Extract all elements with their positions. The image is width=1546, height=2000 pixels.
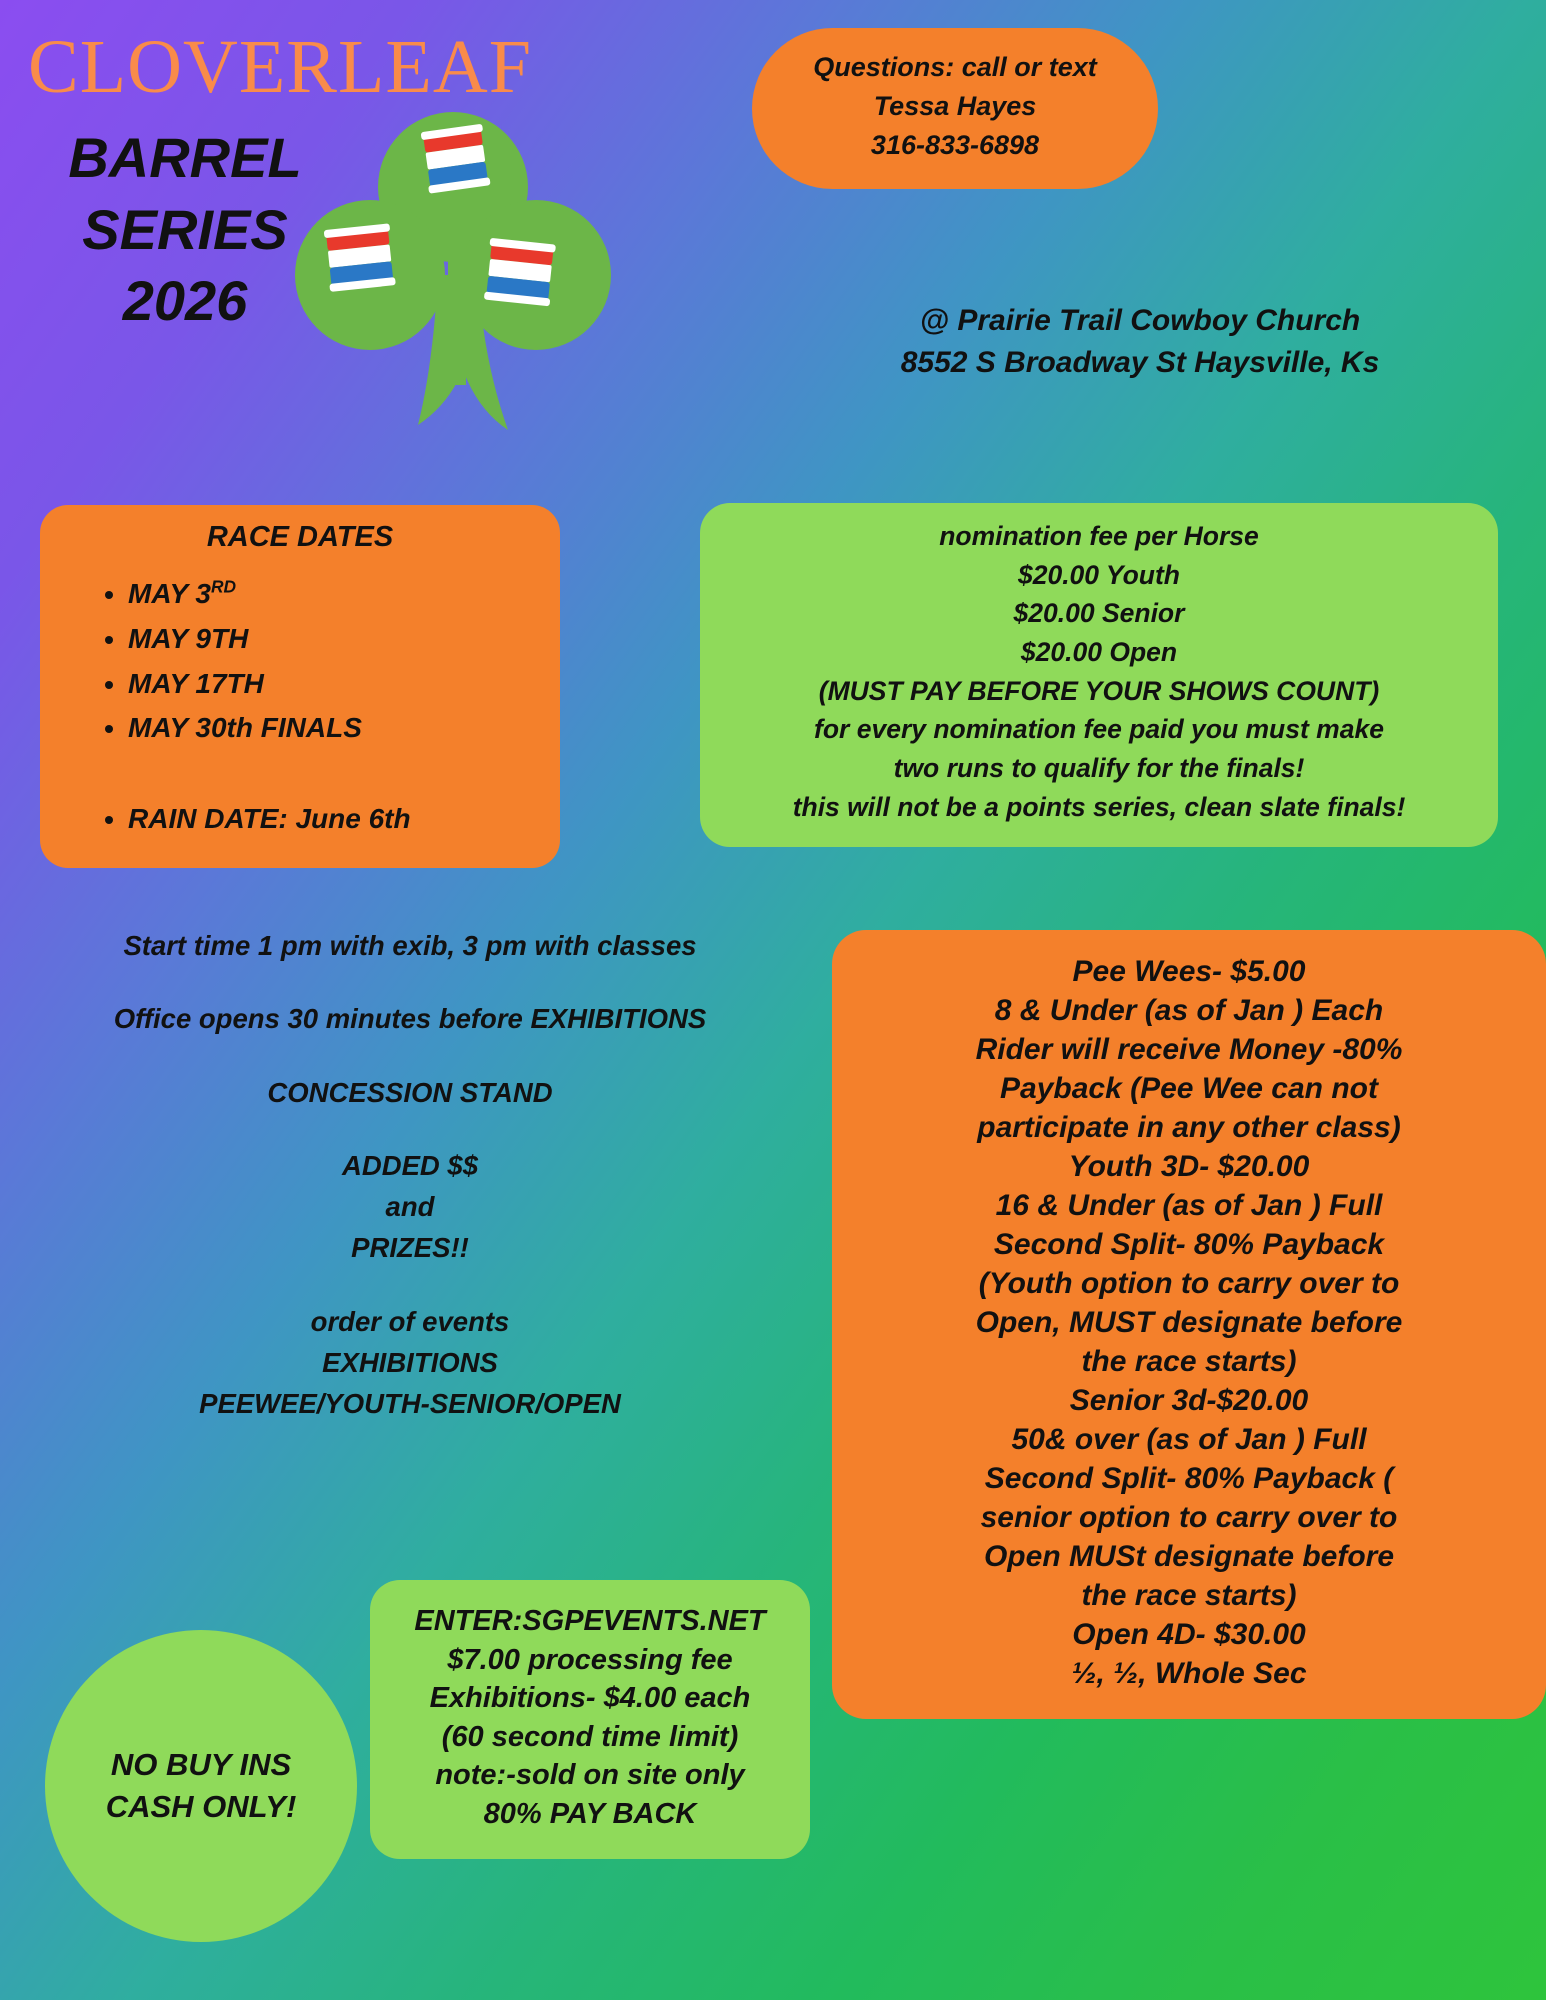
event-info-block: [30, 925, 790, 1424]
entry-line: 80% PAY BACK: [483, 1797, 697, 1830]
classes-line: Second Split- 80% Payback (: [984, 1462, 1394, 1495]
no-buy-ins-line-2: CASH ONLY!: [105, 1789, 297, 1824]
list-item: • MAY 9TH: [128, 617, 550, 662]
list-item-rain-date: • RAIN DATE: June 6th: [128, 797, 550, 842]
classes-line: the race starts): [1081, 1345, 1297, 1378]
page-title: CLOVERLEAF: [28, 25, 532, 109]
nomination-line: $20.00 Open: [1020, 637, 1178, 668]
added-money-and: and: [385, 1191, 435, 1222]
entry-info-panel: [370, 1580, 810, 1859]
ordinal-suffix: RD: [211, 576, 237, 597]
classes-line: ½, ½, Whole Sec: [1071, 1657, 1307, 1690]
contact-badge: [752, 28, 1158, 189]
nomination-line: (MUST PAY BEFORE YOUR SHOWS COUNT): [818, 675, 1380, 706]
contact-line-1: Questions: call or text: [813, 52, 1097, 82]
classes-line: participate in any other class): [977, 1111, 1401, 1144]
shamrock-icon: [288, 105, 618, 455]
classes-payout-panel: [832, 930, 1546, 1719]
nomination-line: $20.00 Senior: [1013, 598, 1185, 629]
nomination-line: nomination fee per Horse: [939, 521, 1259, 551]
subtitle-block: [40, 122, 330, 337]
classes-line: 8 & Under (as of Jan ) Each: [994, 994, 1384, 1027]
entry-line: note:-sold on site only: [435, 1759, 745, 1792]
entry-line: $7.00 processing fee: [447, 1643, 733, 1676]
prizes-text: PRIZES!!: [351, 1232, 469, 1264]
subtitle-line-2: SERIES: [82, 197, 288, 261]
classes-line: (Youth option to carry over to: [978, 1267, 1400, 1300]
entry-line: Exhibitions- $4.00 each: [429, 1682, 751, 1715]
race-dates-title: RACE DATES: [206, 521, 394, 553]
classes-line: Open MUSt designate before: [983, 1540, 1395, 1573]
classes-line: 50& over (as of Jan ) Full: [1011, 1423, 1367, 1456]
classes-line: Pee Wees- $5.00: [1072, 955, 1306, 988]
order-of-events-1: EXHIBITIONS: [322, 1346, 498, 1378]
entry-website[interactable]: ENTER:SGPEVENTS.NET: [414, 1605, 766, 1637]
race-date-text: MAY 3: [128, 578, 211, 609]
venue-address: 8552 S Broadway St Haysville, Ks: [900, 346, 1380, 379]
classes-line: senior option to carry over to: [980, 1501, 1398, 1534]
no-buy-ins-badge: [45, 1630, 357, 1942]
subtitle-line-3: 2026: [122, 269, 248, 333]
office-hours-text: Office opens 30 minutes before EXHIBITIONS: [113, 1003, 707, 1035]
list-item: • MAY 17TH: [128, 662, 550, 707]
added-money-text: ADDED $$: [341, 1149, 478, 1181]
race-dates-list: [50, 572, 550, 842]
entry-line: (60 second time limit): [441, 1720, 739, 1753]
classes-line: Open, MUST designate before: [975, 1306, 1403, 1339]
nomination-panel: [700, 503, 1498, 847]
classes-line: Payback (Pee Wee can not: [1000, 1072, 1378, 1105]
no-buy-ins-line-1: NO BUY INS: [110, 1747, 292, 1783]
nomination-line: $20.00 Youth: [1017, 559, 1180, 590]
list-item: • MAY 30th FINALS: [128, 706, 550, 751]
classes-line: 16 & Under (as of Jan ) Full: [995, 1189, 1383, 1222]
nomination-line: this will not be a points series, clean slate finals!: [792, 791, 1406, 822]
classes-line: Open 4D- $30.00: [1072, 1618, 1306, 1651]
order-of-events-title: order of events: [310, 1305, 510, 1337]
list-item: [128, 572, 550, 617]
contact-phone[interactable]: 316-833-6898: [870, 130, 1040, 161]
nomination-line: two runs to qualify for the finals!: [893, 753, 1305, 784]
start-time-text: Start time 1 pm with exib, 3 pm with classes: [123, 930, 697, 961]
subtitle-line-1: BARREL: [68, 126, 302, 189]
classes-line: Second Split- 80% Payback: [993, 1228, 1385, 1261]
classes-line: the race starts): [1081, 1579, 1297, 1612]
race-dates-panel: [40, 505, 560, 868]
venue-block: [770, 300, 1510, 384]
classes-line: Rider will receive Money -80%: [975, 1033, 1403, 1066]
classes-line: Senior 3d-$20.00: [1069, 1384, 1309, 1417]
nomination-line: for every nomination fee paid you must make: [814, 714, 1384, 745]
contact-line-2: Tessa Hayes: [873, 91, 1037, 122]
classes-line: Youth 3D- $20.00: [1068, 1150, 1310, 1183]
concession-text: CONCESSION STAND: [267, 1076, 553, 1108]
order-of-events-2: PEEWEE/YOUTH-SENIOR/OPEN: [199, 1388, 621, 1419]
venue-name: @ Prairie Trail Cowboy Church: [919, 304, 1361, 337]
